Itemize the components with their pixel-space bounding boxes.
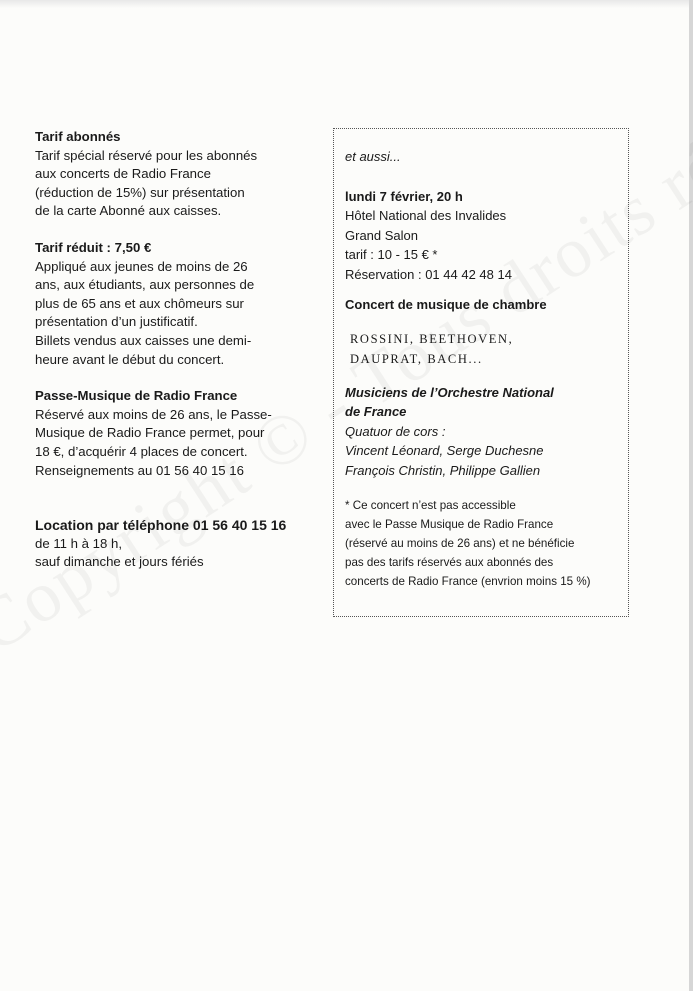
text-line: sauf dimanche et jours fériés [35, 554, 204, 570]
text-line: Réservé aux moins de 26 ans, le Passe- [35, 406, 272, 422]
text-line: heure avant le début du concert. [35, 351, 225, 367]
text-line: 18 €, d’acquérir 4 places de concert. [35, 443, 248, 459]
tarif-line: tarif : 10 - 15 € * [345, 247, 438, 262]
text-line: Billets vendus aux caisses une demi- [35, 332, 252, 348]
section-passe-musique [35, 387, 325, 480]
text-line: Renseignements au 01 56 40 15 16 [35, 462, 244, 478]
text-line: de la carte Abonné aux caisses. [35, 203, 222, 219]
footnote-line: * Ce concert n’est pas accessible [345, 499, 516, 512]
footnote-line: avec le Passe Musique de Radio France [345, 518, 554, 531]
reservation-line: Réservation : 01 44 42 48 14 [345, 266, 512, 282]
tarif-reduit-heading: Tarif réduit : 7,50 € [35, 239, 152, 255]
musiciens-line: de France [345, 404, 407, 419]
composers-line: ROSSINI, BEETHOVEN, [350, 331, 514, 346]
passe-musique-heading: Passe-Musique de Radio France [35, 388, 238, 404]
footnote-line: pas des tarifs réservés aux abonnés des [345, 556, 554, 569]
footnote-line: (réservé au moins de 26 ans) et ne bénéficie [345, 537, 575, 550]
scan-top-shadow [0, 0, 693, 8]
text-line: de 11 h à 18 h, [35, 535, 123, 551]
section-tarif-reduit [35, 239, 325, 369]
text-line: présentation d’un justificatif. [35, 314, 198, 330]
performer-names: Vincent Léonard, Serge Duchesne [345, 443, 544, 458]
musiciens-line: Musiciens de l’Orchestre National [345, 384, 554, 400]
et-aussi-label: et aussi... [345, 149, 401, 164]
text-line: Musique de Radio France permet, pour [35, 425, 265, 441]
venue-line: Hôtel National des Invalides [345, 208, 507, 223]
quatuor-label: Quatuor de cors : [345, 423, 446, 439]
concert-title: Concert de musique de chambre [345, 297, 547, 312]
text-line: (réduction de 15%) sur présentation [35, 184, 245, 200]
section-location-telephone [35, 516, 325, 572]
venue-line: Grand Salon [345, 227, 418, 243]
text-line: ans, aux étudiants, aux personnes de [35, 277, 255, 293]
text-line: Tarif spécial réservé pour les abonnés [35, 147, 258, 163]
text-line: plus de 65 ans et aux chômeurs sur [35, 295, 244, 311]
footnote [345, 496, 618, 591]
pricing-column [35, 128, 325, 590]
tarif-abonnes-heading: Tarif abonnés [35, 129, 121, 144]
concert-date: lundi 7 février, 20 h [345, 188, 463, 204]
footnote-line: concerts de Radio France (envrion moins 15 %) [345, 575, 591, 588]
text-line: Appliqué aux jeunes de moins de 26 [35, 258, 248, 274]
performer-names: François Christin, Philippe Gallien [345, 462, 541, 478]
text-line: aux concerts de Radio France [35, 166, 211, 182]
location-heading: Location par téléphone 01 56 40 15 16 [35, 517, 287, 534]
composers [350, 329, 618, 369]
section-tarif-abonnes [35, 128, 325, 221]
composers-line: DAUPRAT, BACH... [350, 351, 483, 366]
concert-info-box [333, 128, 629, 617]
